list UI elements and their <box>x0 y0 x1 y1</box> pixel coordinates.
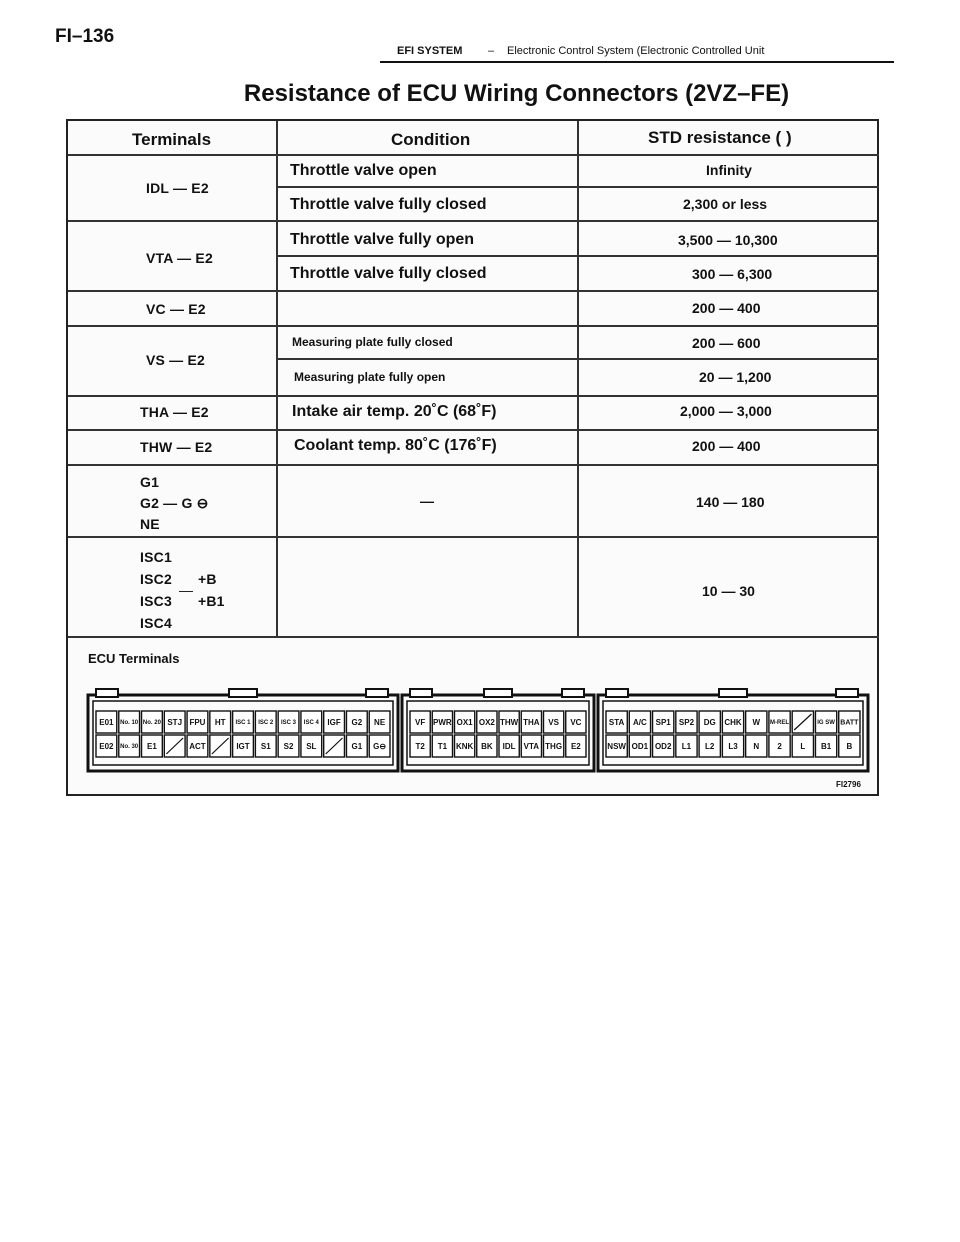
std-resistance-cell: 3,500 — 10,300 <box>678 232 778 248</box>
ecu-pin-label: B <box>846 742 853 751</box>
grid-line <box>577 121 579 638</box>
ecu-pin-label: BK <box>481 742 493 751</box>
grid-line <box>276 121 278 638</box>
std-resistance-cell: 20 — 1,200 <box>699 369 772 385</box>
ecu-pin-label: THG <box>545 742 563 751</box>
column-header-std-resistance: STD resistance ( ) <box>648 128 792 147</box>
condition-cell: Measuring plate fully open <box>294 370 446 384</box>
terminal-tha-e2: THA — E2 <box>140 404 209 420</box>
ecu-pin-label: VTA <box>523 742 540 751</box>
header-subsection-title: Electronic Control System (Electronic Controlled Unit <box>507 45 765 57</box>
ecu-pin-label: N <box>753 742 760 751</box>
header-section-title: EFI SYSTEM <box>397 45 463 57</box>
ecu-pin-label: CHK <box>724 718 742 727</box>
connector-c <box>598 689 868 771</box>
grid-line <box>68 536 879 538</box>
condition-cell: Throttle valve fully open <box>290 231 475 248</box>
ecu-pin-label: S2 <box>283 742 294 751</box>
grid-line <box>68 636 879 638</box>
page-number: FI–136 <box>55 26 115 47</box>
terminal-vc-e2: VC — E2 <box>146 301 206 317</box>
condition-cell: Throttle valve fully closed <box>290 265 487 282</box>
ecu-pin-label: ISC 2 <box>258 720 274 726</box>
terminal-isc1: ISC1 <box>140 549 172 565</box>
ecu-pin-label: A/C <box>633 718 647 727</box>
ecu-pin-label: G⊖ <box>373 742 387 751</box>
ecu-pin-label: L2 <box>705 742 715 751</box>
ecu-pin-label: OD1 <box>631 742 649 751</box>
grid-line <box>276 255 879 257</box>
ecu-pin-label: VC <box>570 718 582 727</box>
ecu-pin-label: VS <box>548 718 559 727</box>
std-resistance-cell: 2,300 or less <box>683 196 768 212</box>
column-header-terminals: Terminals <box>132 130 212 149</box>
ecu-pin-label: OX1 <box>456 718 473 727</box>
grid-line <box>68 220 879 222</box>
ecu-pin-label: DG <box>703 718 716 727</box>
ecu-pin-label: IG SW <box>817 720 835 726</box>
std-resistance-cell: Infinity <box>706 162 752 178</box>
ecu-pin-label: No. 10 <box>120 720 139 726</box>
grid-line <box>68 429 879 431</box>
ecu-pin-label: L1 <box>681 742 692 751</box>
ecu-pin-label: HT <box>214 718 226 727</box>
std-resistance-cell: 140 — 180 <box>696 494 765 510</box>
condition-cell: Intake air temp. 20˚C (68˚F) <box>292 403 497 420</box>
std-resistance-cell: 10 — 30 <box>702 583 755 599</box>
ecu-pin-label: SP1 <box>655 718 671 727</box>
ecu-pin-label: B1 <box>820 742 832 751</box>
condition-cell: Throttle valve fully closed <box>290 196 487 213</box>
ecu-pin-label: ISC 1 <box>235 720 251 726</box>
ecu-pin-label: T1 <box>437 742 448 751</box>
ecu-pin-label: PWR <box>433 718 452 727</box>
ecu-pin-label: No. 30 <box>120 744 139 750</box>
ecu-pin-label: STA <box>608 718 625 727</box>
ecu-pin-label: BATT <box>840 719 859 727</box>
terminal-plus-b: +B <box>198 571 217 587</box>
grid-line <box>68 290 879 292</box>
terminal-plus-b1: +B1 <box>198 593 225 609</box>
header-rule <box>380 61 894 63</box>
ecu-pin-label: G2 <box>351 718 363 727</box>
ecu-pin-label: OX2 <box>478 718 495 727</box>
terminal-vta-e2: VTA — E2 <box>146 250 213 266</box>
ecu-pin-label: W <box>752 718 761 727</box>
ecu-pin-label: E2 <box>570 742 581 751</box>
ecu-pin-label: IGT <box>236 742 250 751</box>
terminal-idl-e2: IDL — E2 <box>146 180 209 196</box>
terminal-thw-e2: THW — E2 <box>140 439 213 455</box>
terminal-isc2: ISC2 <box>140 571 172 587</box>
std-resistance-cell: 200 — 600 <box>692 335 761 351</box>
ecu-pin-label: No. 20 <box>142 720 161 726</box>
ecu-pin-label: NE <box>374 718 386 727</box>
grid-line <box>68 325 879 327</box>
std-resistance-cell: 2,000 — 3,000 <box>680 403 772 419</box>
terminal-vs-e2: VS — E2 <box>146 352 205 368</box>
ecu-pin-label: OD2 <box>654 742 672 751</box>
document-title: Resistance of ECU Wiring Connectors (2VZ–FE) <box>243 80 790 107</box>
ecu-pin-label: S1 <box>260 742 271 751</box>
ecu-pin-label: E02 <box>99 742 114 751</box>
terminal-dash: — <box>179 582 194 598</box>
ecu-pin-label: IDL <box>502 742 516 751</box>
connector-a <box>88 689 398 771</box>
ecu-pin-label: E01 <box>99 718 114 727</box>
ecu-pin-label: M-REL <box>770 720 790 726</box>
ecu-pin-label: L <box>800 742 806 751</box>
ecu-terminals-label: ECU Terminals <box>88 651 180 666</box>
grid-line <box>68 154 879 156</box>
grid-line <box>68 395 879 397</box>
ecu-pin-label: NSW <box>607 742 626 751</box>
resistance-figure <box>66 119 879 796</box>
ecu-pin-label: STJ <box>167 718 183 727</box>
terminal-g1: G1 <box>140 474 160 490</box>
ecu-pin-label: SL <box>306 742 317 751</box>
grid-line <box>276 186 879 188</box>
std-resistance-cell: 200 — 400 <box>692 300 761 316</box>
column-header-condition: Condition <box>391 130 471 149</box>
ecu-pin-label: 2 <box>777 742 782 751</box>
header-separator: – <box>488 45 495 57</box>
condition-cell: Coolant temp. 80˚C (176˚F) <box>294 437 497 454</box>
ecu-pin-label: E1 <box>147 742 157 751</box>
ecu-pin-label: ISC 4 <box>303 720 319 726</box>
grid-line <box>68 464 879 466</box>
ecu-pin-label: THW <box>500 718 519 727</box>
ecu-pin-label: FPU <box>189 718 206 727</box>
figure-code: FI2796 <box>836 780 861 789</box>
condition-cell: — <box>420 493 434 509</box>
ecu-pin-label: SP2 <box>678 718 695 727</box>
ecu-pin-label: ACT <box>189 742 206 751</box>
connector-b <box>402 689 594 771</box>
std-resistance-cell: 300 — 6,300 <box>692 266 773 282</box>
ecu-pin-label: L3 <box>728 742 738 751</box>
terminal-ne: NE <box>140 516 160 532</box>
ecu-pin-label: IGF <box>327 718 341 727</box>
ecu-pin-label: THA <box>523 718 540 727</box>
terminal-g2-g: G2 — G ⊖ <box>140 495 209 511</box>
ecu-pin-label: KNK <box>455 742 474 751</box>
grid-line <box>276 358 879 360</box>
ecu-pin-label: VF <box>415 718 426 727</box>
ecu-pin-label: ISC 3 <box>281 720 297 726</box>
terminal-isc3: ISC3 <box>140 593 172 609</box>
ecu-pin-label: T2 <box>415 742 425 751</box>
condition-cell: Measuring plate fully closed <box>292 335 453 349</box>
ecu-connector-diagram <box>68 681 879 791</box>
std-resistance-cell: 200 — 400 <box>692 438 761 454</box>
terminal-isc4: ISC4 <box>140 615 172 631</box>
ecu-pin-label: G1 <box>351 742 363 751</box>
condition-cell: Throttle valve open <box>290 162 437 179</box>
